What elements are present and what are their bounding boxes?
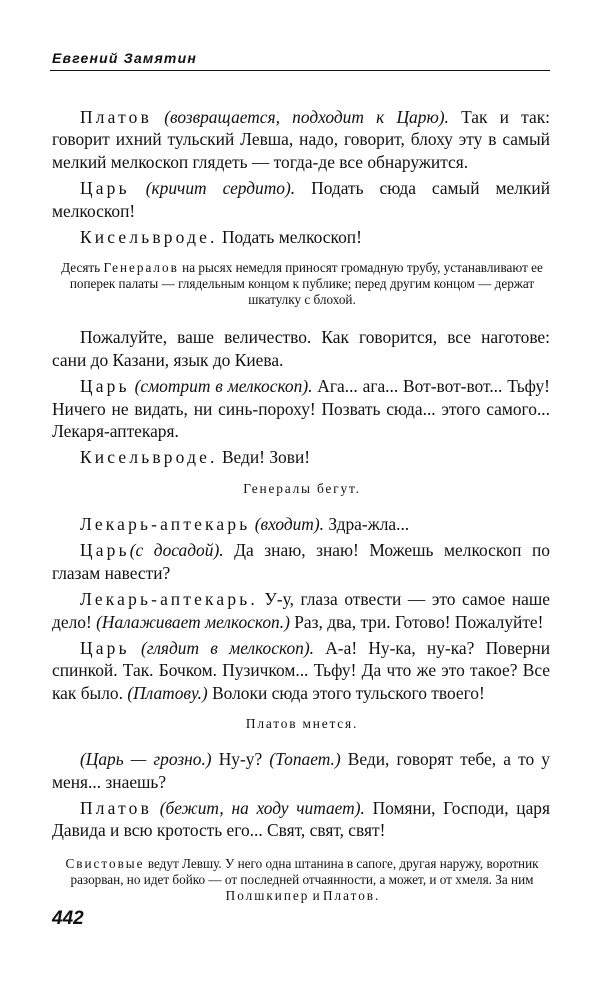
paragraph [52, 588, 550, 633]
note-character: Свистовые [65, 855, 145, 871]
speaker-name: Царь [80, 376, 130, 397]
running-title: Евгений Замятин [52, 50, 197, 66]
speaker-name: Царь [80, 540, 130, 561]
dialogue-text: Раз, два, три. Готово! Пожалуйте! [289, 611, 544, 632]
stage-direction: (Царь — грозно.) [80, 749, 212, 770]
header-rule [50, 70, 550, 71]
speaker-name: Кисельвроде. [80, 447, 218, 468]
dialogue-text: Волоки сюда этого тульского твоего! [207, 682, 485, 703]
stage-note [52, 856, 552, 904]
paragraph [52, 177, 550, 222]
dialogue-text: Так и так: говорит ихний тульский Левша, надо, говорит, блоху эту в самый мелкий мелкоскоп глядеть — тогда-де все обнаружится. [52, 107, 550, 172]
speaker-name: Царь [80, 637, 130, 658]
play-text [52, 106, 551, 904]
dialogue-text: Веди! Зови! [217, 447, 311, 468]
dialogue-text: У-у, глаза отвести — это самое наше дело! [52, 589, 550, 632]
dialogue-text: Пожалуйте, ваше величество. Как говорится, все наготове: сани до Казани, язык до Киева. [52, 327, 550, 370]
paragraph [52, 637, 550, 704]
stage-direction: (входит). [250, 513, 325, 534]
note-text: ведут Левшу. У него одна штанина в сапоге, другая наружу, воротник разорван, но идет бойко — от последней отчаянности, а может, и от хмеля. За ним [70, 855, 539, 887]
dialogue-text: Помяни, Господи, царя Давида и всю кротость его... Свят, свят, свят! [52, 797, 550, 841]
note-character: Платов [322, 887, 376, 903]
paragraph [52, 106, 550, 173]
paragraph [52, 797, 550, 842]
paragraph [52, 446, 550, 468]
note-text: на рысях немедля приносят громадную трубу, устанавливают ее поперек палаты — глядельным концом к публике; перед другим концом — держат шкатулку с блохой. [69, 260, 543, 308]
stage-direction: (бежит, на ходу читает). [151, 797, 365, 818]
stage-direction: (Налаживает мелкоскоп.) [96, 611, 290, 632]
stage-direction: (возвращается, подходит к Царю). [164, 107, 449, 127]
dialogue-text: Да знаю, знаю! Можешь мелкоскоп по глазам навести? [52, 540, 550, 583]
note-character: Полшкипер [225, 887, 310, 903]
dialogue-text: А-а! Ну-ка, ну-ка? Поверни спинкой. Так. Бочком. Пузичком... Тьфу! Да что же это такое? Все как было. [52, 637, 551, 703]
stage-direction: (Платову.) [127, 682, 208, 703]
paragraph [52, 539, 550, 584]
note-text: Десять [61, 260, 104, 276]
note-character: Генералов [103, 260, 179, 276]
stage-note [52, 260, 552, 308]
speaker-name: Кисельвроде. [80, 227, 218, 248]
paragraph [52, 226, 550, 248]
speaker-name: Лекарь-аптекарь [80, 513, 251, 534]
paragraph [52, 748, 550, 793]
dialogue-text: Ага... ага... Вот-вот-вот... Тьфу! Ничего не видать, ни синь-пороху! Позвать сюда... этого самого... Лекаря-аптекаря. [52, 376, 550, 442]
stage-note-centered: Генералы бегут. [243, 480, 361, 496]
speaker-name: Лекарь-аптекарь. [80, 589, 258, 610]
note-text: и [309, 887, 323, 903]
speaker-name: Царь [80, 178, 130, 199]
note-text: . [375, 887, 379, 903]
stage-note-centered: Платов мнется. [245, 716, 359, 732]
stage-direction: (смотрит в мелкоскоп). [134, 376, 313, 397]
paragraph [52, 513, 550, 535]
stage-direction: (кричит сердито). [145, 178, 296, 199]
speaker-name: Платов [80, 107, 152, 127]
stage-direction: (Топает.) [269, 749, 341, 770]
dialogue-text: Здра-жла... [324, 513, 410, 534]
page-number: 442 [52, 908, 84, 929]
paragraph [52, 326, 550, 371]
dialogue-text: Ну-у? [211, 749, 270, 770]
speaker-name: Платов [80, 797, 152, 818]
paragraph [52, 375, 550, 442]
dialogue-text: Веди, говорят тебе, а то у меня... знаешь? [52, 749, 550, 792]
stage-direction: (с досадой). [129, 540, 224, 561]
dialogue-text: Подать сюда самый мелкий мелкоскоп! [52, 178, 550, 221]
stage-direction: (глядит в мелкоскоп). [129, 637, 314, 658]
dialogue-text: Подать мелкоскоп! [217, 227, 362, 248]
